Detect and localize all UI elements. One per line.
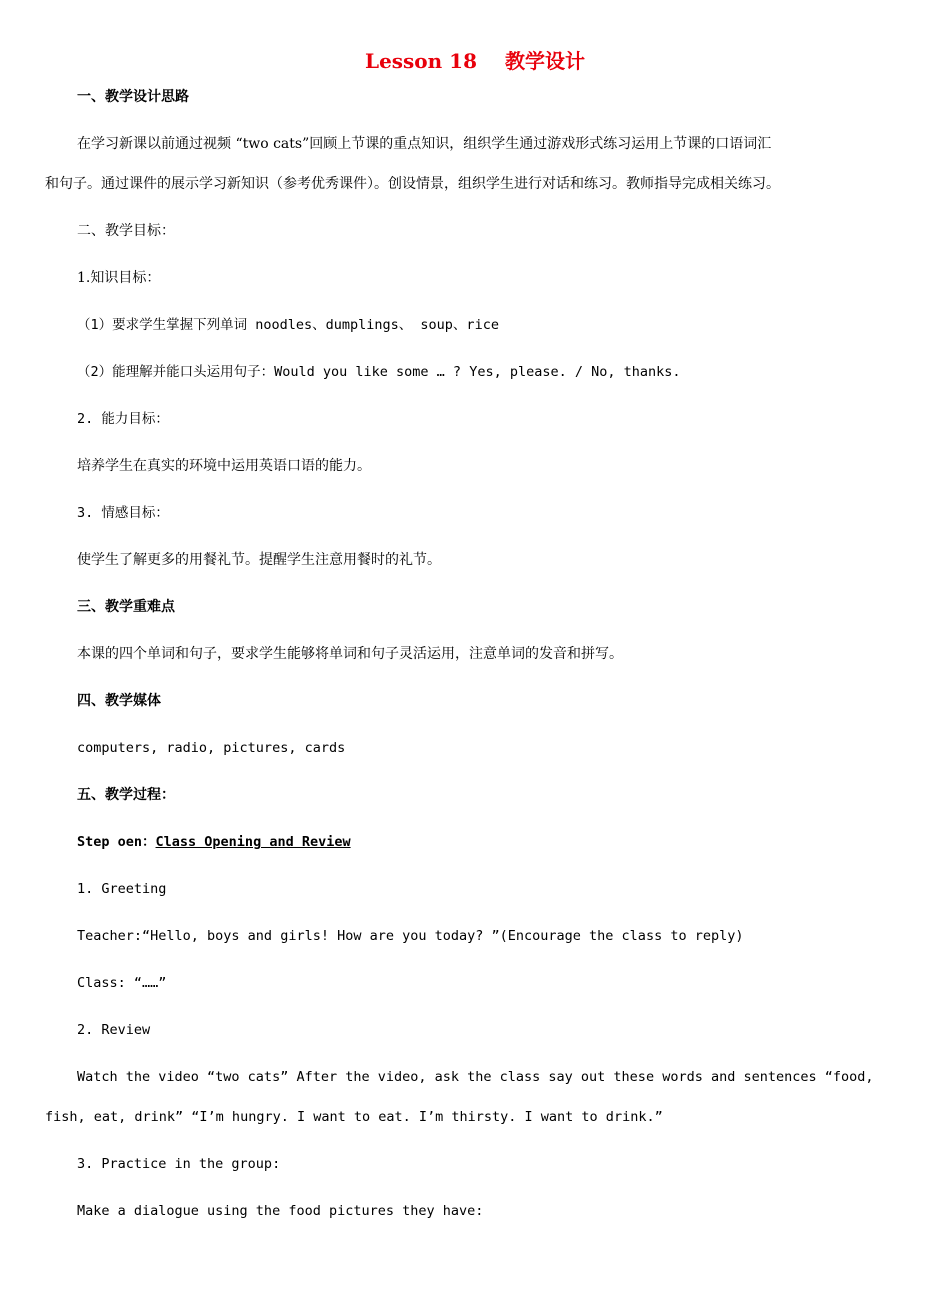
title-lesson: Lesson 18: [365, 49, 477, 73]
step-one-title: Class Opening and Review: [155, 834, 351, 850]
title-chinese: 教学设计: [504, 49, 585, 73]
section-5-heading: 五、教学过程：: [77, 787, 175, 803]
section-1-paragraph-line-1: 在学习新课以前通过视频 “two cats”回顾上节课的重点知识，组织学生通过游戏形式练习运用上节课的口语词汇: [77, 136, 772, 152]
practice-heading: 3. Practice in the group:: [77, 1156, 281, 1172]
section-3-text: 本课的四个单词和句子，要求学生能够将单词和句子灵活运用，注意单词的发音和拼写。: [77, 646, 623, 662]
knowledge-goal-item-2: （2）能理解并能口头运用句子：Would you like some … ? Yes, please. / No, thanks.: [77, 364, 681, 380]
section-1-paragraph-line-2: 和句子。通过课件的展示学习新知识（参考优秀课件）。创设情景，组织学生进行对话和练习。教师指导完成相关练习。: [45, 176, 780, 192]
step-one-heading: [77, 832, 351, 852]
review-text-line-1: Watch the video “two cats” After the video, ask the class say out these words and sentences “food,: [77, 1069, 874, 1085]
section-2-heading: 二、教学目标：: [77, 223, 175, 239]
emotion-goal-text: 使学生了解更多的用餐礼节。提醒学生注意用餐时的礼节。: [77, 552, 441, 568]
document-title: [0, 48, 950, 74]
section-3-heading: 三、教学重难点: [77, 599, 175, 615]
review-text-line-2: fish, eat, drink” “I’m hungry. I want to eat. I’m thirsty. I want to drink.”: [45, 1109, 663, 1125]
ability-goal-text: 培养学生在真实的环境中运用英语口语的能力。: [77, 458, 371, 474]
knowledge-goal-heading: 1.知识目标：: [77, 270, 161, 286]
dialogue-instruction: Make a dialogue using the food pictures they have:: [77, 1203, 484, 1219]
review-heading: 2. Review: [77, 1022, 151, 1038]
section-4-heading: 四、教学媒体: [77, 693, 161, 709]
emotion-goal-heading: 3. 情感目标：: [77, 505, 169, 521]
section-4-text: computers, radio, pictures, cards: [77, 740, 346, 756]
greeting-heading: 1. Greeting: [77, 881, 167, 897]
step-one-prefix: Step oen：: [77, 834, 156, 850]
teacher-line: Teacher:“Hello, boys and girls! How are you today? ”(Encourage the class to reply): [77, 928, 744, 944]
section-1-heading: 一、教学设计思路: [77, 89, 189, 105]
knowledge-goal-item-1: （1）要求学生掌握下列单词 noodles、dumplings、 soup、rice: [77, 317, 499, 333]
class-line: Class: “……”: [77, 975, 167, 991]
ability-goal-heading: 2. 能力目标：: [77, 411, 169, 427]
